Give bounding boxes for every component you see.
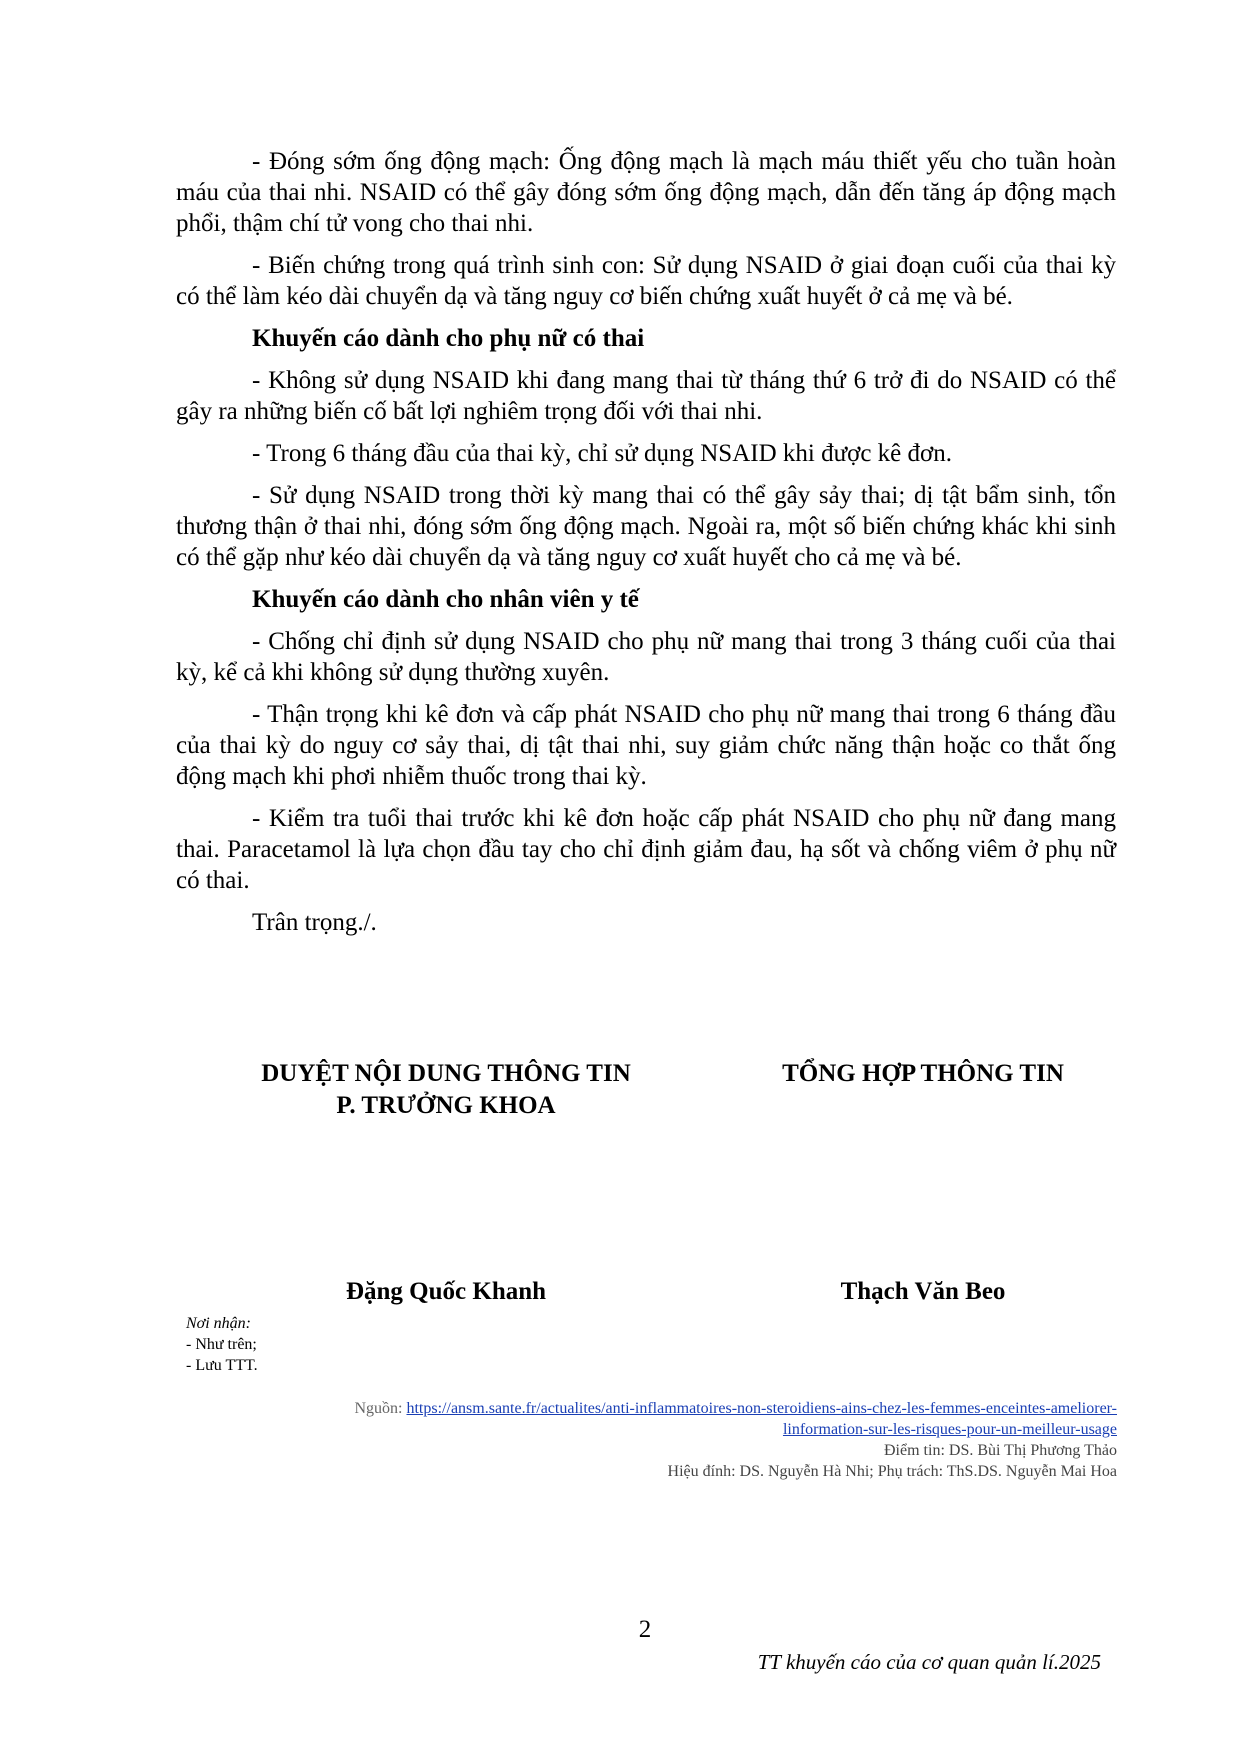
approver-name: Đặng Quốc Khanh (345, 1278, 547, 1305)
source-label: Nguồn: (354, 1400, 407, 1417)
closing-line: Trân trọng./. (252, 909, 377, 936)
staff-recommendation-item: - Thận trọng khi kê đơn và cấp phát NSAID cho phụ nữ mang thai trong 6 tháng đầu của thai kỳ do nguy cơ sảy thai, dị tật thai nhi, suy giảm chức năng thận hoặc co thắt ống động mạch khi phơi nhiễm thuốc trong thai kỳ. (176, 701, 1116, 790)
staff-recommendation-item: - Chống chỉ định sử dụng NSAID cho phụ nữ mang thai trong 3 tháng cuối của thai kỳ, kể cả khi không sử dụng thường xuyên. (176, 628, 1116, 686)
heading-women-recommendations: Khuyến cáo dành cho phụ nữ có thai (252, 325, 645, 352)
compiler-title (748, 1058, 1098, 1090)
staff-recommendation-item: - Kiểm tra tuổi thai trước khi kê đơn hoặc cấp phát NSAID cho phụ nữ đang mang thai. Paracetamol là lựa chọn đầu tay cho chỉ định giảm đau, hạ sốt và chống viêm ở phụ nữ có thai. (176, 805, 1116, 894)
review-credits: Hiệu đính: DS. Nguyễn Hà Nhi; Phụ trách: ThS.DS. Nguyễn Mai Hoa (667, 1463, 1117, 1480)
page-number: 2 (638, 1616, 652, 1643)
recipients-label: Nơi nhận: (186, 1315, 251, 1332)
source-url-line-1 (197, 1398, 1117, 1419)
approver-title-line-1: DUYỆT NỘI DUNG THÔNG TIN (261, 1060, 631, 1087)
compiler-name: Thạch Văn Beo (840, 1278, 1006, 1305)
recipient-item: - Như trên; (186, 1336, 257, 1353)
women-recommendation-item: - Trong 6 tháng đầu của thai kỳ, chỉ sử dụng NSAID khi được kê đơn. (252, 440, 952, 467)
source-block (197, 1398, 1117, 1482)
heading-staff-recommendations: Khuyến cáo dành cho nhân viên y tế (252, 586, 639, 613)
paragraph-birth-complications: - Biến chứng trong quá trình sinh con: Sử dụng NSAID ở giai đoạn cuối của thai kỳ có thể làm kéo dài chuyển dạ và tăng nguy cơ biến chứng xuất huyết ở cả mẹ và bé. (176, 252, 1116, 310)
source-link[interactable]: https://ansm.sante.fr/actualites/anti-inflammatoires-non-steroidiens-ains-chez-les-femmes-enceintes-ameliorer- (406, 1400, 1117, 1417)
women-recommendation-item: - Sử dụng NSAID trong thời kỳ mang thai có thể gây sảy thai; dị tật bẩm sinh, tổn thương thận ở thai nhi, đóng sớm ống động mạch. Ngoài ra, một số biến chứng khác khi sinh có thể gặp như kéo dài chuyển dạ và tăng nguy cơ xuất huyết cho cả mẹ và bé. (176, 482, 1116, 571)
approver-title-line-2: P. TRƯỞNG KHOA (336, 1092, 556, 1119)
approver-title (236, 1058, 656, 1122)
source-url-line-2 (197, 1419, 1117, 1440)
recipients-block (186, 1313, 258, 1376)
recipient-item: - Lưu TTT. (186, 1357, 258, 1374)
paragraph-ductus-closure: - Đóng sớm ống động mạch: Ống động mạch là mạch máu thiết yếu cho tuần hoàn máu của thai nhi. NSAID có thể gây đóng sớm ống động mạch, dẫn đến tăng áp động mạch phổi, thậm chí tử vong cho thai nhi. (176, 148, 1116, 237)
footer-note: TT khuyến cáo của cơ quan quản lí.2025 (757, 1650, 1101, 1674)
document-body (176, 146, 1116, 938)
source-link-continued[interactable]: linformation-sur-les-risques-pour-un-meilleur-usage (782, 1421, 1117, 1438)
summary-author: Điểm tin: DS. Bùi Thị Phương Thảo (884, 1442, 1117, 1459)
women-recommendation-item: - Không sử dụng NSAID khi đang mang thai từ tháng thứ 6 trở đi do NSAID có thể gây ra những biến cố bất lợi nghiêm trọng đối với thai nhi. (176, 367, 1116, 425)
compiler-title-line: TỔNG HỢP THÔNG TIN (782, 1060, 1064, 1087)
